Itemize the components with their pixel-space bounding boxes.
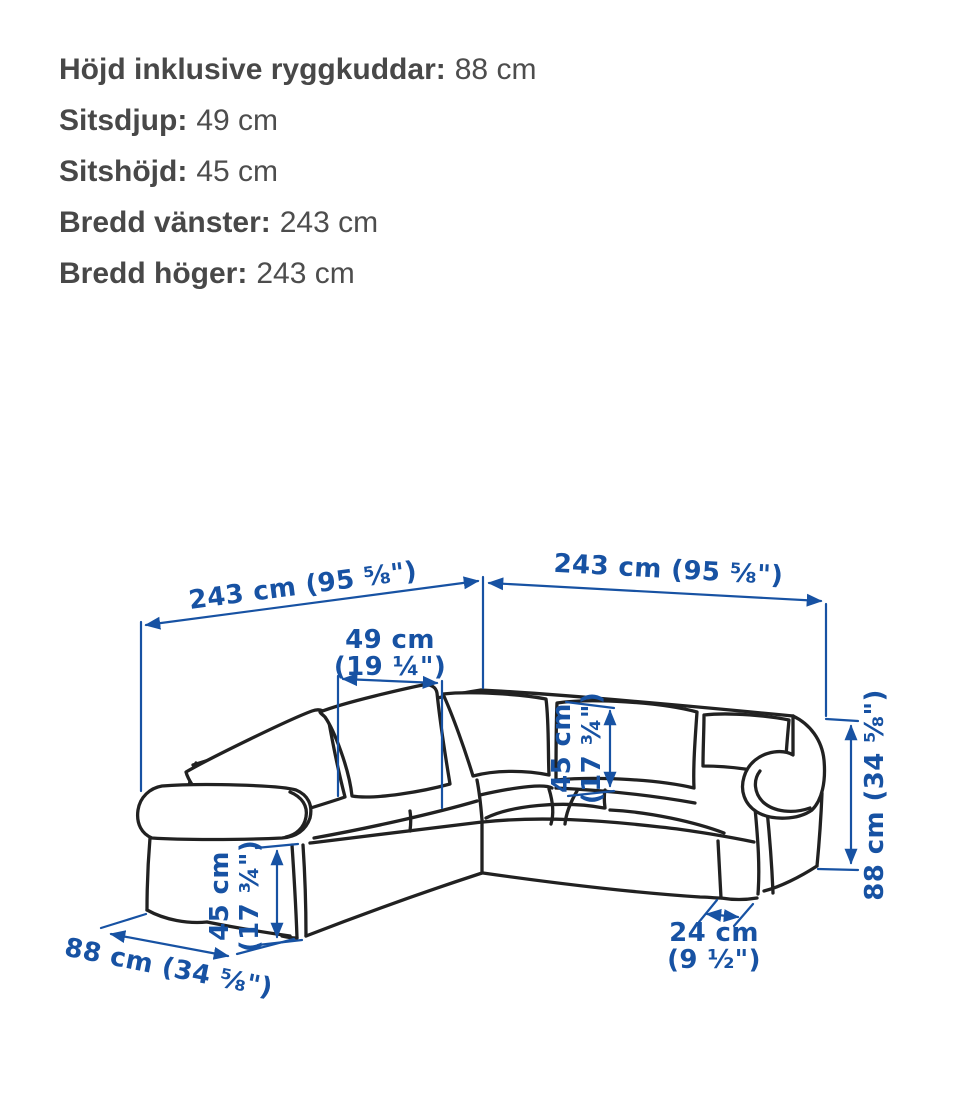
dim-total-height [818,689,890,900]
dim-back-height-center [547,692,614,804]
left-armrest-roll [138,785,311,840]
dim-label-armrest: 24 cm (9 ½") [667,918,761,975]
dim-label-depth: 88 cm (34 ⅝") [61,932,276,1004]
extension-line [101,914,146,928]
dim-label-seat-height: 45 cm(17 ¾") [205,839,265,953]
seat-top-edge [480,786,552,795]
dim-label-width-right: 243 cm (95 ⅝") [552,548,785,592]
skirt-pleat-flare [282,936,297,938]
spec-value: 243 cm [256,257,355,290]
skirt-pleat [718,841,721,898]
skirt-hem-left-wing [306,873,482,936]
spec-label: Höjd inklusive ryggkuddar: [59,53,446,86]
skirt-pleat [767,810,773,893]
tick-line [818,869,858,870]
spec-label: Sitsdjup: [59,104,188,137]
dim-label-seat-depth: 49 cm (19 ¼") [333,625,447,682]
spec-value: 45 cm [196,155,279,188]
dim-label-total-height: 88 cm (34 ⅝") [860,689,890,901]
spec-value: 88 cm [454,53,537,86]
skirt-hem-right-wing [483,873,720,898]
skirt-pleat [755,808,759,894]
dim-width-right [489,549,826,716]
skirt-pleat [303,845,306,936]
spec-label: Bredd vänster: [59,206,271,239]
tick-line [826,719,858,721]
left-arm-skirt-hem [147,910,207,923]
seat-front-right-wing [486,804,604,818]
skirt-pleat [292,845,297,938]
spec-label: Sitshöjd: [59,155,188,188]
dim-label-width-left: 243 cm (95 ⅝") [187,556,419,616]
spec-value: 243 cm [279,206,379,239]
spec-label: Bredd höger: [59,257,248,290]
skirt-hem-right-wing [721,898,757,900]
dimension-arrow [707,914,738,917]
spec-value: 49 cm [196,104,279,137]
back-cushion-corner [443,693,549,776]
dim-label-back-height: 45 cm(17 ¾") [547,691,607,805]
dim-armrest-width [667,900,761,975]
seat-front-right-wing [610,810,724,833]
left-arm-skirt-edge [147,838,150,910]
seat-gap-left-wing [410,811,411,831]
